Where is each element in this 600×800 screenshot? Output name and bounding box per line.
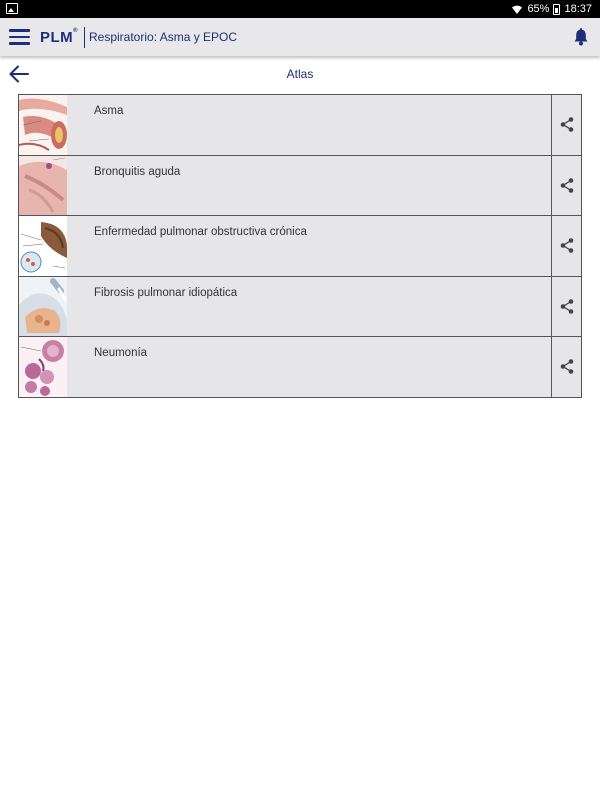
bronchus-illustration [19,156,67,216]
share-button[interactable] [551,277,581,337]
share-button[interactable] [551,216,581,276]
share-button[interactable] [551,95,581,155]
list-item-label: Asma [94,105,124,117]
list-item[interactable] [19,337,581,398]
share-icon [560,359,574,374]
list-item-label: Fibrosis pulmonar idiopática [94,286,238,299]
bell-icon[interactable] [573,28,589,46]
share-button[interactable] [551,337,581,397]
list-item[interactable] [19,216,581,277]
list-item[interactable] [19,156,581,217]
share-icon [560,238,574,253]
list-item[interactable] [19,277,581,338]
page-title: Atlas [286,67,314,81]
airway-illustration [19,95,67,155]
logo-divider [84,27,85,48]
share-button[interactable] [551,156,581,216]
battery-icon [553,4,560,15]
share-icon [560,299,574,314]
status-bar-right [511,0,592,18]
image-notification-icon [6,3,18,14]
atlas-list [18,94,582,398]
wifi-icon [511,3,523,15]
share-icon [560,117,574,132]
alveoli-section-illustration [19,216,67,276]
app-bar [0,18,600,56]
status-bar [0,0,600,18]
battery-percent: 65% [527,3,550,15]
list-item-label: Enfermedad pulmonar obstructiva crónica [94,226,307,238]
app-title: Respiratorio: Asma y EPOC [89,30,238,44]
alveoli-cluster-illustration [19,337,67,397]
list-item-label: Bronquitis aguda [94,165,181,178]
list-item[interactable] [19,95,581,156]
share-icon [560,178,574,193]
menu-icon[interactable] [9,29,30,45]
sub-header [0,56,600,92]
lung-tissue-illustration [19,277,67,337]
clock: 18:37 [564,3,592,15]
list-item-label: Neumonía [94,347,148,359]
plm-logo: PLM® [40,28,79,46]
